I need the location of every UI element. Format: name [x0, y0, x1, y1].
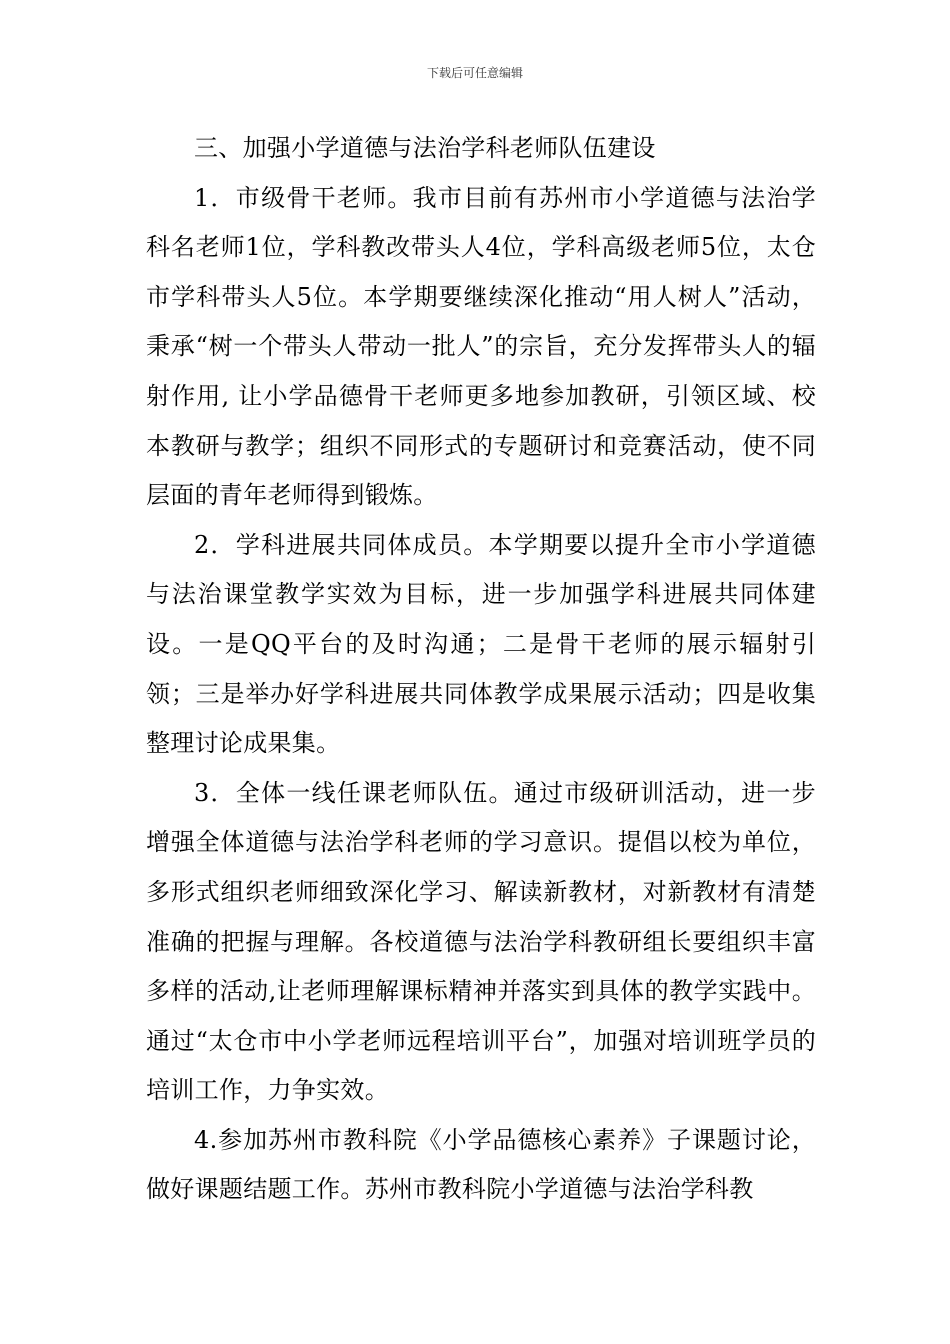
- paragraph-2: 2．学科进展共同体成员。本学期要以提升全市小学道德与法治课堂教学实效为目标，进一步加强学科进展共同体建设。一是QQ平台的及时沟通；二是骨干老师的展示辐射引领；三是举办好学科进展共同体教学成果展示活动；四是收集整理讨论成果集。: [146, 530, 816, 758]
- paragraph-3: 3．全体一线任课老师队伍。通过市级研训活动，进一步增强全体道德与法治学科老师的学习意识。提倡以校为单位，多形式组织老师细致深化学习、解读新教材，对新教材有清楚准确的把握与理解。各校道德与法治学科教研组长要组织丰富多样的活动,让老师理解课标精神并落实到具体的教学实践中。通过“太仓市中小学老师远程培训平台”，加强对培训班学员的培训工作，力争实效。: [146, 778, 816, 1105]
- paragraph-4: 4.参加苏州市教科院《小学品德核心素养》子课题讨论，做好课题结题工作。苏州市教科院小学道德与法治学科教: [146, 1125, 816, 1204]
- document-body: [146, 124, 816, 1215]
- header-note: 下载后可任意编辑: [426, 66, 523, 80]
- section-heading: 三、加强小学道德与法治学科老师队伍建设: [194, 134, 656, 162]
- paragraph-1: 1．市级骨干老师。我市目前有苏州市小学道德与法治学科名老师1位，学科教改带头人4位，学科高级老师5位，太仓市学科带头人5位。本学期要继续深化推动“用人树人”活动，秉承“树一个带头人带动一批人”的宗旨，充分发挥带头人的辐射作用, 让小学品德骨干老师更多地参加教研，引领区域、校本教研与教学；组织不同形式的专题研讨和竞赛活动，使不同层面的青年老师得到锻炼。: [146, 183, 816, 510]
